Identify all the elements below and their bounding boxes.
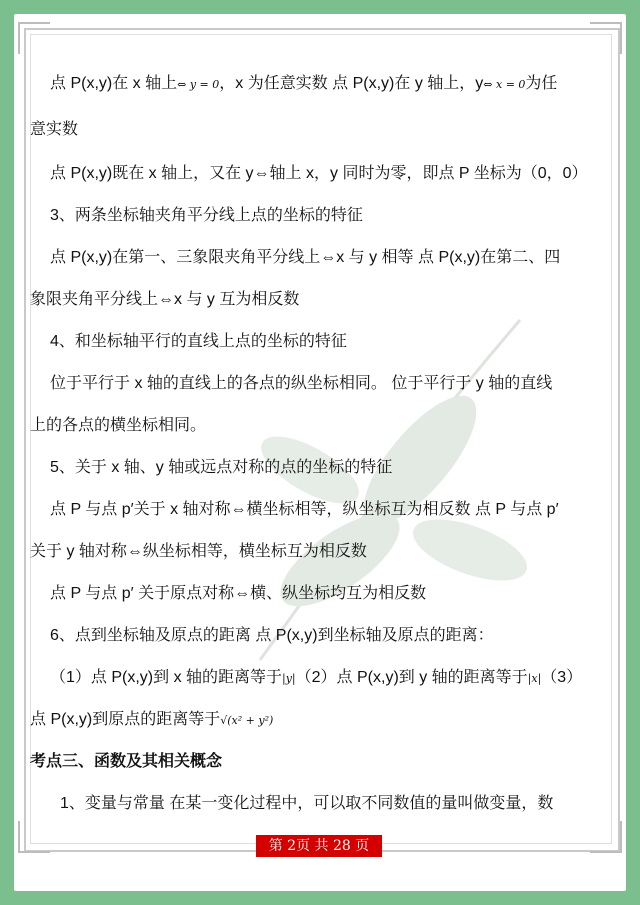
section-heading: 3、两条坐标轴夹角平分线上点的坐标的特征 bbox=[50, 207, 363, 224]
math-expression: |y| bbox=[282, 672, 296, 685]
page-number-label: 第 2页 共 28 页 bbox=[256, 835, 382, 857]
text-line bbox=[30, 710, 273, 731]
frame-corner-ornament bbox=[18, 821, 50, 853]
text-line: 象限夹角平分线上⇔x 与 y 互为相反数 bbox=[30, 291, 300, 308]
text-line: 意实数 bbox=[30, 121, 79, 138]
text-line bbox=[50, 74, 557, 95]
text-line: 关于 y 轴对称⇔纵坐标相等，横坐标互为相反数 bbox=[30, 543, 367, 560]
chapter-heading: 考点三、函数及其相关概念 bbox=[30, 753, 223, 770]
math-expression: √(x² + y²) bbox=[220, 714, 274, 727]
text-line: 1、变量与常量 在某一变化过程中，可以取不同数值的量叫做变量，数 bbox=[60, 795, 554, 812]
text-line-part: ，x 为任意实数 点 P(x,y)在 y 轴上，y bbox=[219, 75, 484, 92]
text-line: 位于平行于 x 轴的直线上的各点的纵坐标相同。 位于平行于 y 轴的直线 bbox=[50, 375, 553, 392]
text-line-part: （2）点 P(x,y)到 y 轴的距离等于 bbox=[295, 669, 528, 686]
text-line-part: （3） bbox=[541, 669, 583, 686]
text-line-part: （1）点 P(x,y)到 x 轴的距离等于 bbox=[50, 669, 283, 686]
section-heading: 5、关于 x 轴、y 轴或远点对称的点的坐标的特征 bbox=[50, 459, 393, 476]
text-line: 点 P 与点 p′关于 x 轴对称⇔横坐标相等，纵坐标互为相反数 点 P 与点 p′ bbox=[50, 501, 559, 518]
section-heading: 6、点到坐标轴及原点的距离 点 P(x,y)到坐标轴及原点的距离： bbox=[50, 627, 494, 644]
math-expression: |x| bbox=[527, 672, 542, 685]
text-line-part: 为任 bbox=[525, 75, 558, 92]
text-line-part: 点 P(x,y)在 x 轴上 bbox=[50, 75, 178, 92]
frame-corner-ornament bbox=[590, 821, 622, 853]
frame-corner-ornament bbox=[590, 22, 622, 54]
text-line: 点 P(x,y)既在 x 轴上，又在 y⇔轴上 x，y 同时为零，即点 P 坐标为（0，0） bbox=[50, 165, 588, 182]
frame-corner-ornament bbox=[18, 22, 50, 54]
text-line: 点 P(x,y)在第一、三象限夹角平分线上⇔x 与 y 相等 点 P(x,y)在第二、四 bbox=[50, 249, 561, 266]
text-line bbox=[50, 668, 582, 689]
leaf-watermark-icon bbox=[220, 300, 540, 680]
text-line: 上的各点的横坐标相同。 bbox=[30, 417, 207, 434]
source-credit: 头条 @轻轻110 bbox=[525, 876, 622, 892]
section-heading: 4、和坐标轴平行的直线上点的坐标的特征 bbox=[50, 333, 347, 350]
text-line-part: 点 P(x,y)到原点的距离等于 bbox=[30, 711, 221, 728]
text-line: 点 P 与点 p′ 关于原点对称⇔横、纵坐标均互为相反数 bbox=[50, 585, 427, 602]
math-expression: ⇔ x = 0 bbox=[483, 78, 526, 91]
math-expression: ⇔ y = 0 bbox=[177, 78, 220, 91]
